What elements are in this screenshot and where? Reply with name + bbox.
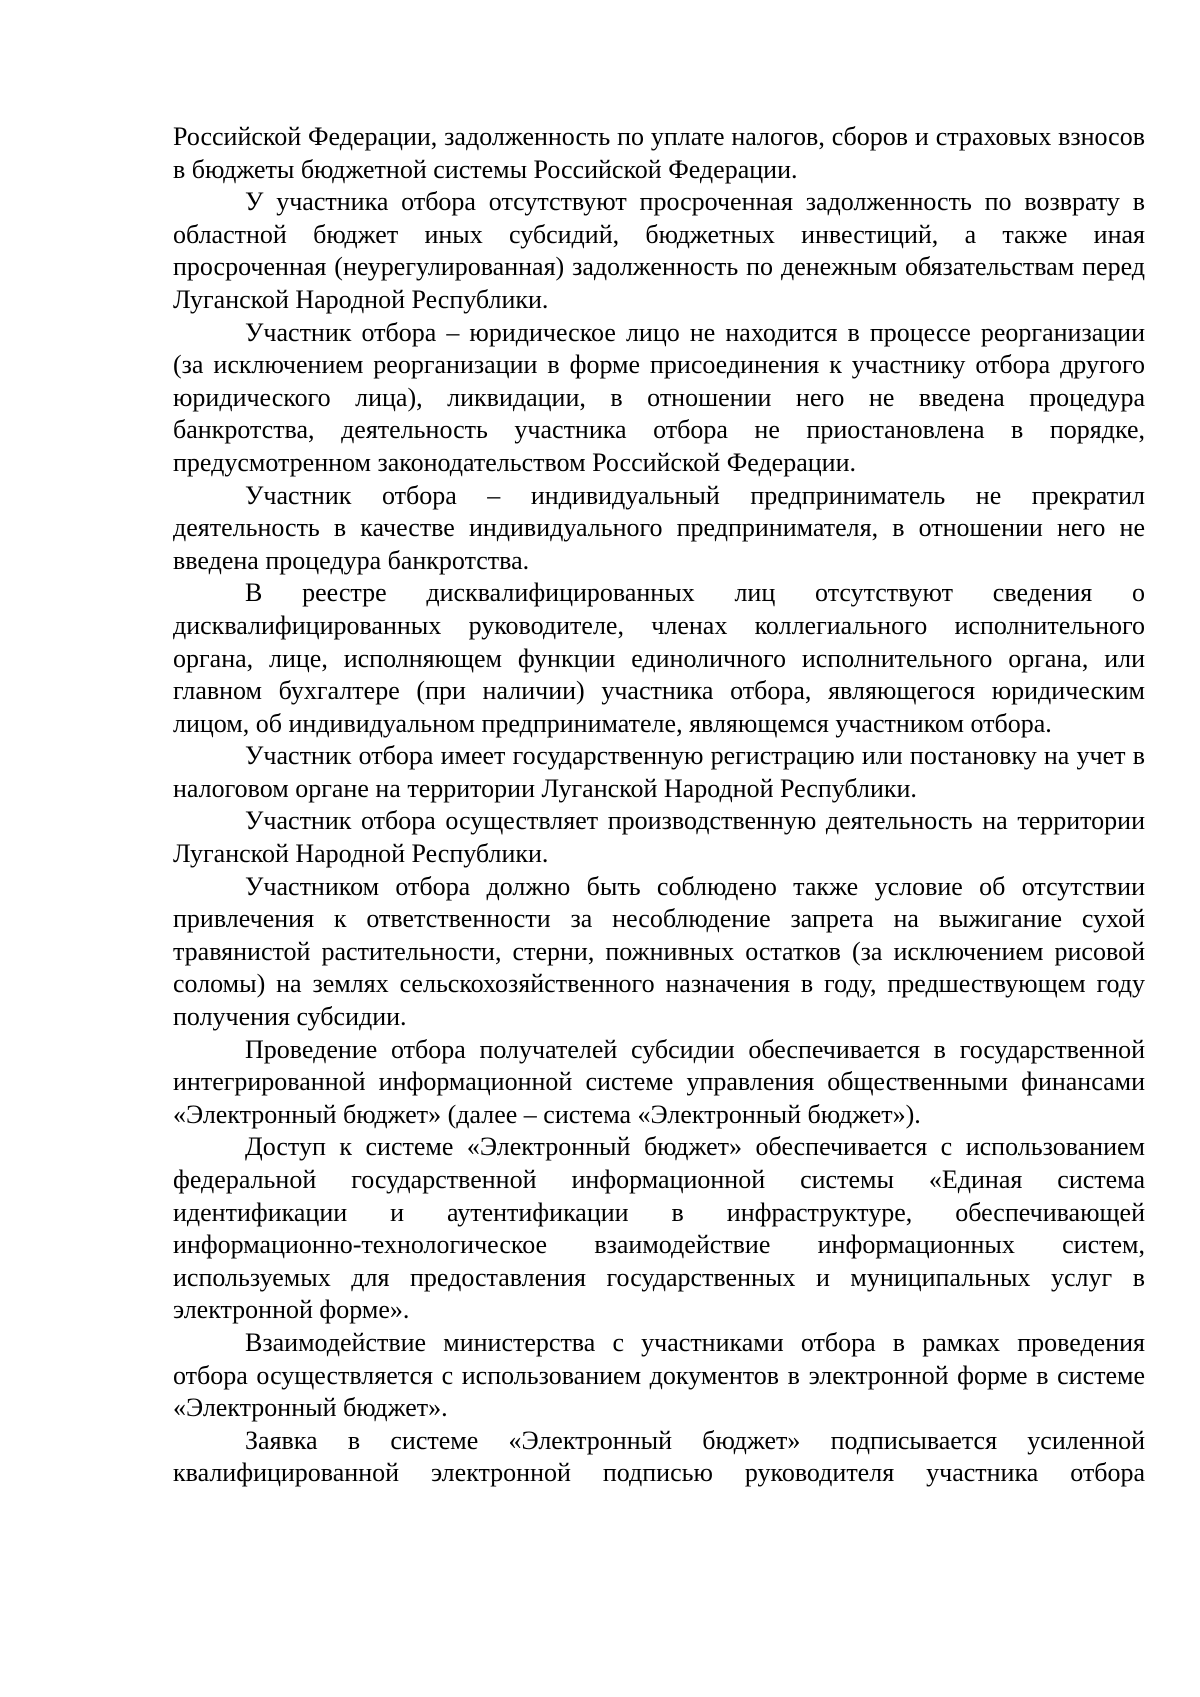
paragraph-production-activity: Участник отбора осуществляет производственную деятельность на территории Луганской Народной Республики. xyxy=(173,806,1145,869)
paragraph-selection-system: Проведение отбора получателей субсидии обеспечивается в государственной интегрированной информационной системе управления общественными финансами «Электронный бюджет» (далее – система «Электронный бюджет»). xyxy=(173,1034,1145,1129)
paragraph-legal-entity-status: Участник отбора – юридическое лицо не находится в процессе реорганизации (за исключением реорганизации в форме присоединения к участнику отбора другого юридического лица), ликвидации, в отношении него не введена процедура банкротства, деятельность участника отбора не приостановлена в порядке, предусмотренном законодательством Российской Федерации. xyxy=(173,317,1145,477)
paragraph-system-access: Доступ к системе «Электронный бюджет» обеспечивается с использованием федеральной государственной информационной системы «Единая система идентификации и аутентификации в инфраструктуре, обеспечивающей информационно-технологическое взаимодействие информационных систем, используемых для предоставления государственных и муниципальных услуг в электронной форме». xyxy=(173,1132,1145,1325)
paragraph-individual-entrepreneur-status: Участник отбора – индивидуальный предприниматель не прекратил деятельность в качестве индивидуального предпринимателя, в отношении него не введена процедура банкротства. xyxy=(173,480,1145,575)
document-body xyxy=(173,121,1145,1490)
paragraph-application-signature: Заявка в системе «Электронный бюджет» подписывается усиленной квалифицированной электронной подписью руководителя участника отбора xyxy=(173,1425,1145,1488)
paragraph-continuation: Российской Федерации, задолженность по уплате налогов, сборов и страховых взносов в бюджеты бюджетной системы Российской Федерации. xyxy=(173,122,1145,184)
paragraph-disqualified-registry: В реестре дисквалифицированных лиц отсутствуют сведения о дисквалифицированных руководителе, членах коллегиального исполнительного органа, лице, исполняющем функции единоличного исполнительного органа, или главном бухгалтере (при наличии) участника отбора, являющегося юридическим лицом, об индивидуальном предпринимателе, являющемся участником отбора. xyxy=(173,578,1145,738)
paragraph-state-registration: Участник отбора имеет государственную регистрацию или постановку на учет в налоговом органе на территории Луганской Народной Республики. xyxy=(173,741,1145,803)
paragraph-burning-ban-condition: Участником отбора должно быть соблюдено также условие об отсутствии привлечения к ответственности за несоблюдение запрета на выжигание сухой травянистой растительности, стерни, пожнивных остатков (за исключением рисовой соломы) на землях сельскохозяйственного назначения в году, предшествующем году получения субсидии. xyxy=(173,871,1145,1032)
paragraph-ministry-interaction: Взаимодействие министерства с участниками отбора в рамках проведения отбора осуществляется с использованием документов в электронной форме в системе «Электронный бюджет». xyxy=(173,1327,1145,1423)
paragraph-no-debt-return: У участника отбора отсутствуют просроченная задолженность по возврату в областной бюджет иных субсидий, бюджетных инвестиций, а также иная просроченная (неурегулированная) задолженность по денежным обязательствам перед Луганской Народной Республики. xyxy=(173,187,1145,314)
